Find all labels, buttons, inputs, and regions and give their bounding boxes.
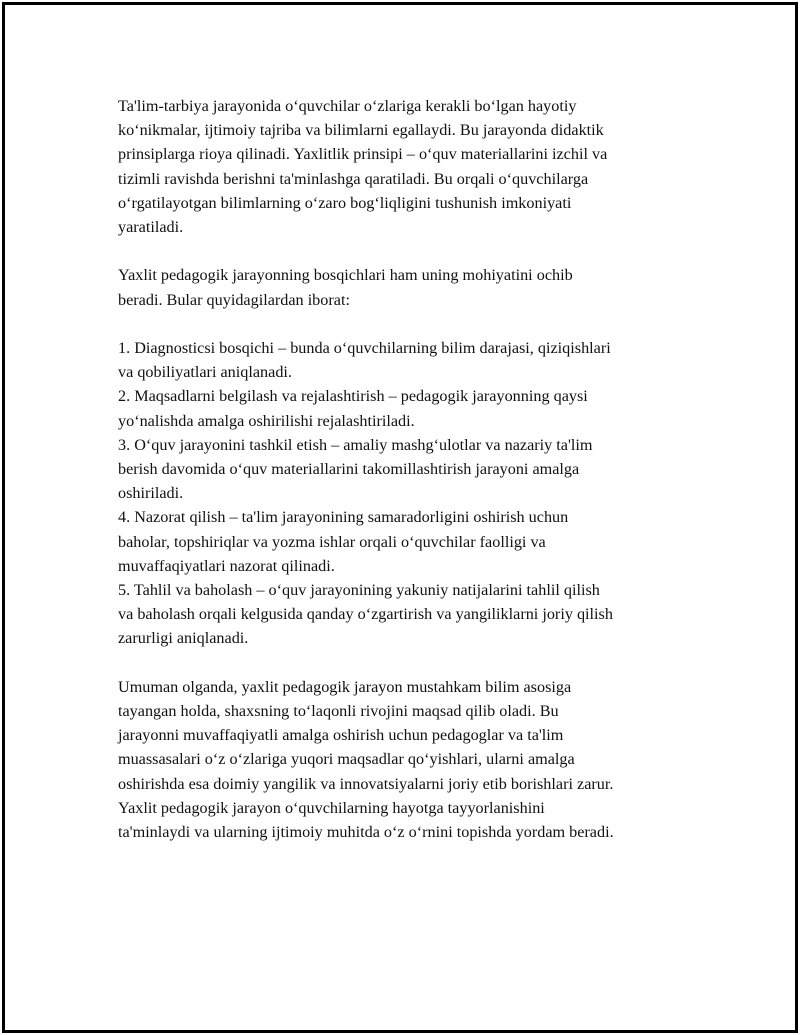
text-line: tayangan holda, shaxsning to‘laqonli rivojini maqsad qilib oladi. Bu xyxy=(118,702,559,721)
text-line: 1. Diagnosticsi bosqichi – bunda o‘quvchilarning bilim darajasi, qiziqishlari xyxy=(118,339,611,357)
text-line: oshiriladi. xyxy=(118,484,184,503)
text-line: zarurligi aniqlanadi. xyxy=(118,629,249,648)
conclusion-paragraph xyxy=(118,675,693,844)
text-line: prinsiplarga rioya qilinadi. Yaxlitlik prinsipi – o‘quv materiallarini izchil va xyxy=(118,145,608,164)
stage-item-1 xyxy=(118,336,693,384)
text-line: ta'minlaydi va ularning ijtimoiy muhitda o‘z o‘rnini topishda yordam beradi. xyxy=(118,823,614,842)
stages-list xyxy=(118,336,693,651)
text-line: Ta'lim-tarbiya jarayonida o‘quvchilar o‘zlariga kerakli bo‘lgan hayotiy xyxy=(118,97,577,115)
stage-item-3 xyxy=(118,433,693,506)
text-line: va baholash orqali kelgusida qanday o‘zgartirish va yangiliklarni joriy qilish xyxy=(118,605,613,624)
text-line: baholar, topshiriqlar va yozma ishlar orqali o‘quvchilar faolligi va xyxy=(118,532,546,551)
text-line: berish davomida o‘quv materiallarini takomillashtirish jarayoni amalga xyxy=(118,460,580,479)
stage-item-2 xyxy=(118,384,693,432)
text-line: ko‘nikmalar, ijtimoiy tajriba va bilimlarni egallaydi. Bu jarayonda didaktik xyxy=(118,121,604,140)
text-line: 2. Maqsadlarni belgilash va rejalashtirish – pedagogik jarayonning qaysi xyxy=(118,387,588,406)
text-line: tizimli ravishda berishni ta'minlashga qaratiladi. Bu orqali o‘quvchilarga xyxy=(118,169,589,188)
text-line: Umuman olganda, yaxlit pedagogik jarayon mustahkam bilim asosiga xyxy=(118,677,572,696)
text-line: beradi. Bular quyidagilardan iborat: xyxy=(118,290,350,309)
text-line: 3. O‘quv jarayonini tashkil etish – amaliy mashg‘ulotlar va nazariy ta'lim xyxy=(118,435,593,454)
text-line: Yaxlit pedagogik jarayonning bosqichlari ham uning mohiyatini ochib xyxy=(118,266,573,285)
stage-item-5 xyxy=(118,578,693,651)
text-line: yo‘nalishda amalga oshirilishi rejalashtiriladi. xyxy=(118,411,415,430)
text-line: muassasalari o‘z o‘zlariga yuqori maqsadlar qo‘yishlari, ularni amalga xyxy=(118,750,575,769)
text-line: muvaffaqiyatlari nazorat qilinadi. xyxy=(118,556,335,575)
stage-item-4 xyxy=(118,505,693,578)
text-line: va qobiliyatlari aniqlanadi. xyxy=(118,363,292,382)
text-line: 4. Nazorat qilish – ta'lim jarayonining samaradorligini oshirish uchun xyxy=(118,508,569,527)
text-line: oshirishda esa doimiy yangilik va innovatsiyalarni joriy etib borishlari zarur. xyxy=(118,774,614,793)
stages-intro-paragraph xyxy=(118,263,693,311)
document-body xyxy=(118,94,693,844)
text-line: Yaxlit pedagogik jarayon o‘quvchilarning hayotga tayyorlanishini xyxy=(118,798,545,817)
intro-paragraph xyxy=(118,94,693,239)
text-line: jarayonni muvaffaqiyatli amalga oshirish uchun pedagoglar va ta'lim xyxy=(118,726,564,745)
text-line: o‘rgatilayotgan bilimlarning o‘zaro bog‘liqligini tushunish imkoniyati xyxy=(118,193,572,212)
text-line: yaratiladi. xyxy=(118,218,184,237)
text-line: 5. Tahlil va baholash – o‘quv jarayonining yakuniy natijalarini tahlil qilish xyxy=(118,581,600,600)
